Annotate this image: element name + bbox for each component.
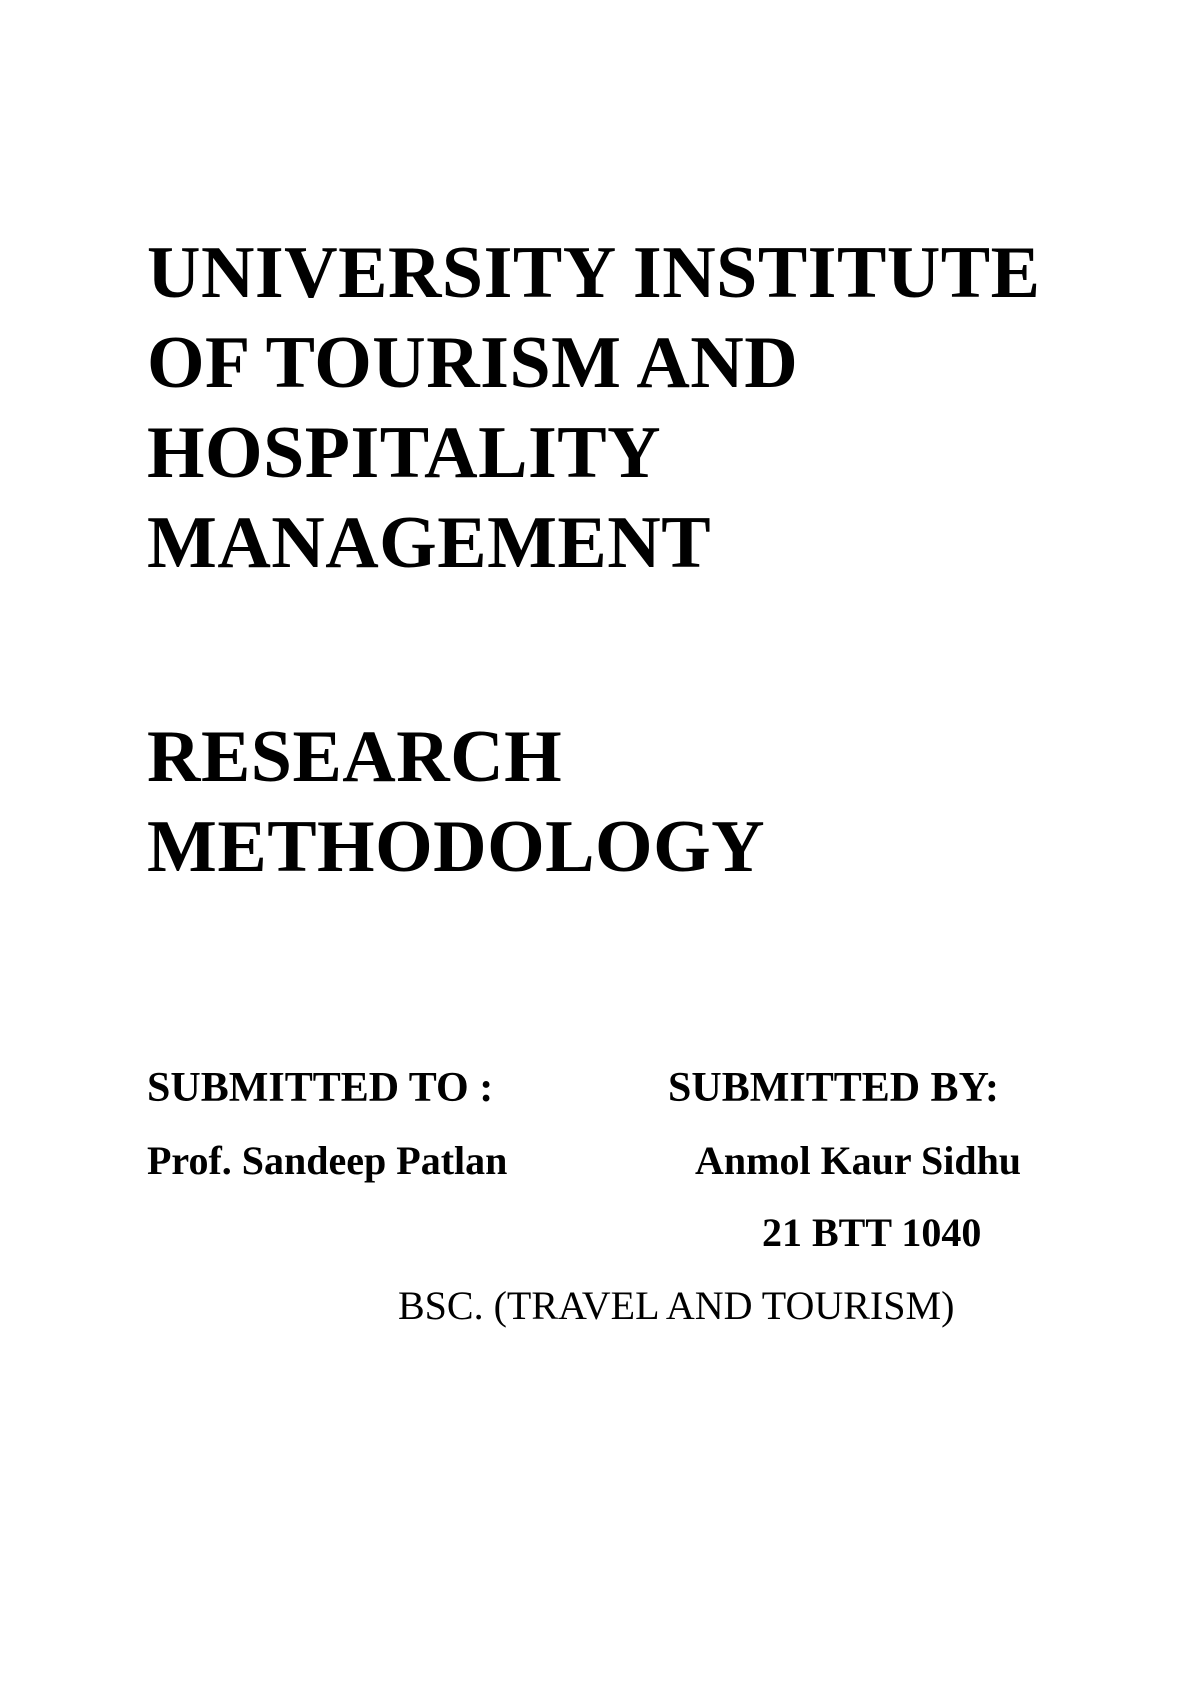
submitted-by-heading: SUBMITTED BY: <box>668 1065 1000 1111</box>
institute-title-line: MANAGEMENT <box>147 502 712 584</box>
submitted-to-name: Prof. Sandeep Patlan <box>147 1138 508 1183</box>
subject-title-line: METHODOLOGY <box>147 806 766 888</box>
institute-title-line: OF TOURISM AND <box>147 322 799 404</box>
submitted-by-name: Anmol Kaur Sidhu <box>695 1138 1022 1183</box>
institute-title-line: HOSPITALITY <box>147 412 662 494</box>
submitted-by-roll-number: 21 BTT 1040 <box>762 1210 982 1255</box>
subject-title-line: RESEARCH <box>147 716 563 798</box>
submitted-by-course: BSC. (TRAVEL AND TOURISM) <box>398 1283 955 1328</box>
institute-title-line: UNIVERSITY INSTITUTE <box>147 232 1041 314</box>
subject-title <box>147 712 1107 892</box>
submitted-to-heading: SUBMITTED TO : <box>147 1065 494 1111</box>
institute-title <box>147 228 1107 588</box>
